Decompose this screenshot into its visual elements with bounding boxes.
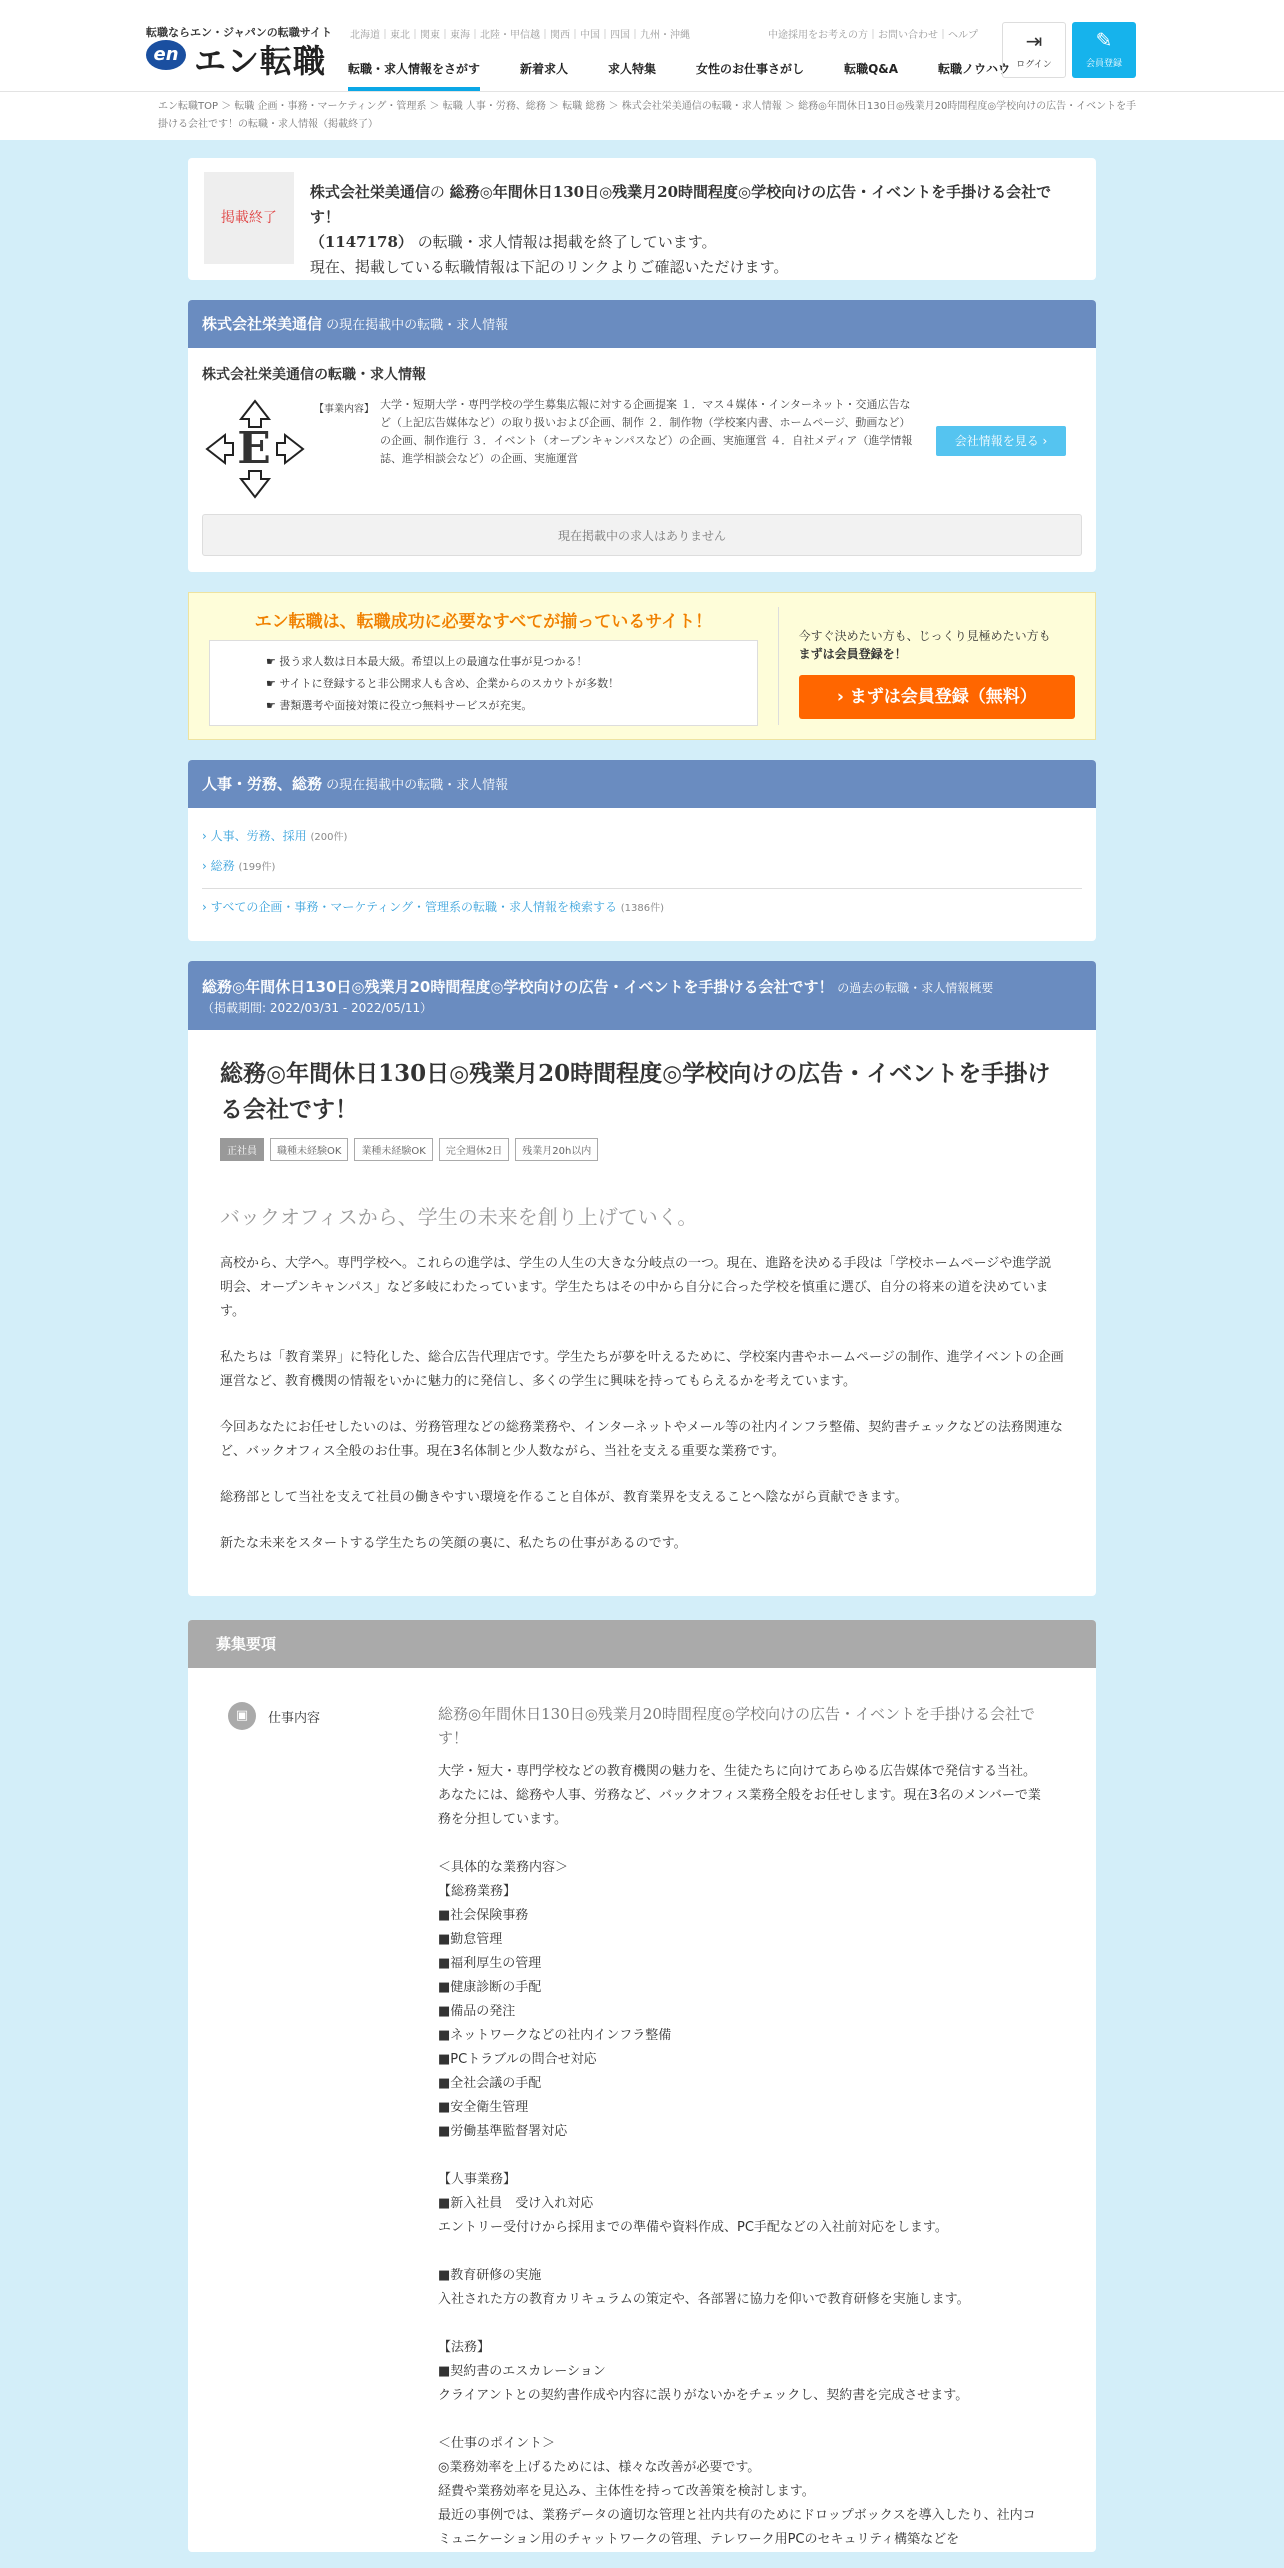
- breadcrumb-text[interactable]: エン転職TOP ＞ 転職 企画・事務・マーケティング・管理系 ＞ 転職 人事・労務、総務 ＞ 転職 総務 ＞ 株式会社栄美通信の転職・求人情報 ＞ 総務◎年間休日130日◎残業月20時間程度◎学校向けの広告・イベントを手掛ける会社です！の転職・求人情報（掲載終了）: [158, 101, 1137, 130]
- company-panel-head-bold: 株式会社栄美通信: [202, 315, 323, 333]
- company-title: 株式会社栄美通信の転職・求人情報: [202, 367, 426, 383]
- utility-links[interactable]: 中途採用をお考えの方｜お問い合わせ｜ヘルプ: [768, 30, 978, 41]
- company-panel: [188, 300, 1096, 572]
- past-job-header: [188, 961, 1096, 1030]
- category-panel: [188, 760, 1096, 941]
- login-button[interactable]: [1002, 22, 1066, 78]
- nav-women[interactable]: 女性のお仕事さがし: [696, 62, 805, 76]
- requirement-line: ■全社会議の手配: [438, 2076, 542, 2091]
- requirements-lines: [438, 1760, 1048, 2552]
- login-label: ログイン: [1016, 60, 1052, 70]
- main-content: [188, 140, 1096, 2552]
- requirement-line: ■契約書のエスカレーション: [438, 2364, 606, 2379]
- ended-line2: 現在、掲載している転職情報は下記のリンクよりご確認いただけます。: [309, 258, 789, 276]
- requirement-line: ■福利厚生の管理: [438, 1956, 542, 1971]
- requirement-line: ■労働基準監督署対応: [438, 2124, 568, 2139]
- category-link-hr[interactable]: › 人事、労務、採用 (200件): [202, 829, 348, 843]
- requirements-title: 総務◎年間休日130日◎残業月20時間程度◎学校向けの広告・イベントを手掛ける会社です！: [438, 1705, 1035, 1747]
- requirement-line: ＜仕事のポイント＞: [438, 2436, 556, 2451]
- body-paragraph: 私たちは「教育業界」に特化した、総合広告代理店です。学生たちが夢を叶えるために、学校案内書やホームページの制作、進学イベントの企画運営など、教育機関の情報をいかに魅力的に発信し、多くの学生に興味を持ってもらえるかを考えています。: [220, 1350, 1064, 1389]
- breadcrumb: [0, 92, 1284, 140]
- requirement-line: クライアントとの契約書作成や内容に誤りがないかをチェックし、契約書を完成させます。: [438, 2388, 969, 2403]
- requirement-line: ■新入社員 受け入れ対応: [438, 2196, 594, 2211]
- promo-banner: [188, 592, 1096, 740]
- requirement-line: ■備品の発注: [438, 2004, 516, 2019]
- job-title: 総務◎年間休日130日◎残業月20時間程度◎学校向けの広告・イベントを手掛ける会社です！: [220, 1060, 1051, 1123]
- promo-point: ☛ サイトに登録すると非公開求人も含め、企業からのスカウトが多数！: [266, 677, 620, 690]
- requirement-line: [438, 2408, 1048, 2432]
- requirements-heading: 募集要項: [188, 1620, 1096, 1668]
- promo-point: ☛ 書類選考や面接対策に役立つ無料サービスが充実。: [266, 699, 533, 712]
- hand-icon: ☛: [266, 677, 280, 690]
- briefcase-icon: ▣: [228, 1702, 256, 1730]
- requirement-line: ■勤怠管理: [438, 1932, 503, 1947]
- hand-icon: ☛: [266, 655, 280, 668]
- catch-copy: バックオフィスから、学生の未来を創り上げていく。: [220, 1205, 698, 1229]
- nav-new-jobs[interactable]: 新着求人: [520, 62, 569, 76]
- tag: 職種未経験OK: [270, 1138, 348, 1161]
- business-tag: 【事業内容】: [314, 404, 374, 415]
- requirement-line: [438, 2312, 1048, 2336]
- company-logo-letter: E: [237, 423, 271, 474]
- past-head-rest: の過去の転職・求人情報概要: [837, 981, 994, 995]
- promo-headline: エン転職は、転職成功に必要なすべてが揃っているサイト！: [254, 612, 713, 632]
- ended-notice: [188, 158, 1096, 280]
- category-link-general[interactable]: › 総務 (199件): [202, 859, 276, 873]
- register-button[interactable]: [1072, 22, 1136, 78]
- ended-text: [309, 172, 1080, 276]
- login-icon: ⇥: [1025, 29, 1043, 53]
- requirement-line: 入社された方の教育カリキュラムの策定や、各部署に協力を仰いで教育研修を実施します。: [438, 2292, 970, 2307]
- ended-suffix: の転職・求人情報は掲載を終了しています。: [417, 233, 717, 251]
- ended-id: （1147178）: [309, 233, 413, 251]
- requirement-line: [438, 1832, 1048, 1856]
- promo-points: [209, 640, 758, 726]
- arrows-icon: [203, 397, 307, 501]
- register-free-button[interactable]: › まずは会員登録（無料）: [799, 675, 1075, 719]
- ended-badge: 掲載終了: [204, 172, 294, 264]
- requirement-line: ■安全衛生管理: [438, 2100, 529, 2115]
- body-paragraph: 総務部として当社を支えて社員の働きやすい環境を作ること自体が、教育業界を支えることへ陰ながら貢献できます。: [220, 1490, 908, 1505]
- past-period: （掲載期間: 2022/03/31 - 2022/05/11）: [202, 1001, 433, 1015]
- requirement-line: ■健康診断の手配: [438, 1980, 542, 1995]
- logo-tagline: 転職ならエン・ジャパンの転職サイト: [146, 26, 333, 39]
- region-links[interactable]: 北海道｜東北｜関東｜東海｜北陸・甲信越｜関西｜中国｜四国｜九州・沖縄: [350, 30, 690, 41]
- company-logo: [202, 396, 306, 500]
- requirement-line: ■教育研修の実施: [438, 2268, 542, 2283]
- company-panel-header: [188, 300, 1096, 348]
- nav-job-search[interactable]: 転職・求人情報をさがす: [348, 60, 480, 91]
- business-description: 大学・短期大学・専門学校の学生募集広報に対する企画提案 １．マス４媒体・インターネット・交通広告など（上記広告媒体など）の取り扱いおよび企画、制作 ２．制作物（学校案内書、ホームページ、動画など）の企画、制作進行 ３．イベント（オープンキャンパスなど）の企画、実施運営 ４．自社メディア（進学情報誌、進学相談会など）の企画、実施運営: [380, 398, 913, 465]
- past-head-bold: 総務◎年間休日130日◎残業月20時間程度◎学校向けの広告・イベントを手掛ける会社です！: [202, 978, 834, 996]
- promo-line2: まずは会員登録を！: [798, 647, 907, 661]
- category-panel-header: [188, 760, 1096, 808]
- requirement-line: ■ネットワークなどの社内インフラ整備: [438, 2028, 672, 2043]
- no-jobs-message: 現在掲載中の求人はありません: [202, 514, 1082, 556]
- ended-company: 株式会社栄美通信: [309, 183, 430, 201]
- requirement-line: ■社会保険事務: [438, 1908, 529, 1923]
- job-content: [438, 1702, 1048, 2552]
- hand-icon: ☛: [266, 699, 280, 712]
- body-paragraph: 高校から、大学へ。専門学校へ。これらの進学は、学生の人生の大きな分岐点の一つ。現在、進路を決める手段は「学校ホームページや進学説明会、オープンキャンパス」など多岐にわたっています。学生たちはその中から自分に合った学校を慎重に選び、自分の将来の道を決めています。: [220, 1256, 1052, 1319]
- requirement-line: エントリー受付けから採用までの準備や資料作成、PC手配などの入社前対応をします。: [438, 2220, 948, 2235]
- requirement-line: ＜具体的な業務内容＞: [438, 1860, 569, 1875]
- register-label: 会員登録: [1085, 59, 1122, 69]
- pencil-icon: ✎: [1095, 28, 1113, 52]
- body-paragraph: 新たな未来をスタートする学生たちの笑顔の裏に、私たちの仕事があるのです。: [220, 1536, 687, 1551]
- category-panel-head-rest: の現在掲載中の転職・求人情報: [326, 778, 509, 793]
- nav-qa[interactable]: 転職Q&A: [844, 62, 899, 76]
- requirement-line: 大学・短大・専門学校などの教育機関の魅力を、生徒たちに向けてあらゆる広告媒体で発信する当社。あなたには、総務や人事、労務など、バックオフィス業務全般をお任せします。現在3名のメンバーで業務を分担しています。: [438, 1764, 1041, 1827]
- requirement-line: 【人事業務】: [438, 2172, 517, 2187]
- tag: 正社員: [220, 1138, 264, 1161]
- requirement-line: 最近の事例では、業務データの適切な管理と社内共有のためにドロップボックスを導入したり、社内コミュニケーション用のチャットワークの管理、テレワーク用PCのセキュリティ構築などを: [438, 2508, 1036, 2547]
- tag: 残業月20h以内: [515, 1138, 598, 1161]
- requirement-line: [438, 2144, 1048, 2168]
- category-panel-head-bold: 人事・労務、総務: [202, 775, 323, 793]
- requirement-line: ◎業務効率を上げるためには、様々な改善が必要です。: [438, 2460, 761, 2475]
- requirement-line: ■PCトラブルの問合せ対応: [438, 2052, 597, 2067]
- job-content-label: ▣ 仕事内容: [228, 1702, 438, 1730]
- job-body: [220, 1252, 1064, 1556]
- requirement-line: 経費や業務効率を見込み、主体性を持って改善策を検討します。: [438, 2484, 815, 2499]
- requirement-line: 【総務業務】: [438, 1884, 517, 1899]
- past-job-panel: [188, 961, 1096, 1596]
- site-header: [0, 0, 1284, 92]
- logo-mark[interactable]: en: [146, 40, 186, 70]
- ended-title: 総務◎年間休日130日◎残業月20時間程度◎学校向けの広告・イベントを手掛ける会社です！: [309, 183, 1052, 226]
- job-tags: [220, 1138, 1064, 1161]
- global-nav: [348, 60, 1050, 91]
- requirement-line: [438, 2240, 1048, 2264]
- category-link-all[interactable]: › すべての企画・事務・マーケティング・管理系の転職・求人情報を検索する (1386件): [202, 900, 665, 914]
- ended-connector: の: [429, 183, 445, 201]
- nav-features[interactable]: 求人特集: [608, 62, 657, 76]
- nav-knowhow[interactable]: 転職ノウハウ: [938, 62, 1011, 76]
- promo-point: ☛ 扱う求人数は日本最大級。希望以上の最適な仕事が見つかる！: [266, 655, 588, 668]
- company-panel-head-rest: の現在掲載中の転職・求人情報: [326, 318, 509, 333]
- promo-line1: 今すぐ決めたい方も、じっくり見極めたい方も: [798, 629, 1051, 643]
- company-info-button[interactable]: 会社情報を見る ›: [936, 426, 1066, 456]
- requirements-panel: [188, 1620, 1096, 2552]
- logo[interactable]: エン転職: [194, 42, 327, 80]
- tag: 業種未経験OK: [354, 1138, 432, 1161]
- tag: 完全週休2日: [439, 1138, 509, 1161]
- requirement-line: 【法務】: [438, 2340, 491, 2355]
- body-paragraph: 今回あなたにお任せしたいのは、労務管理などの総務業務や、インターネットやメール等の社内インフラ整備、契約書チェックなどの法務関連など、バックオフィス全般のお仕事。現在3名体制と少人数ながら、当社を支える重要な業務です。: [220, 1420, 1063, 1459]
